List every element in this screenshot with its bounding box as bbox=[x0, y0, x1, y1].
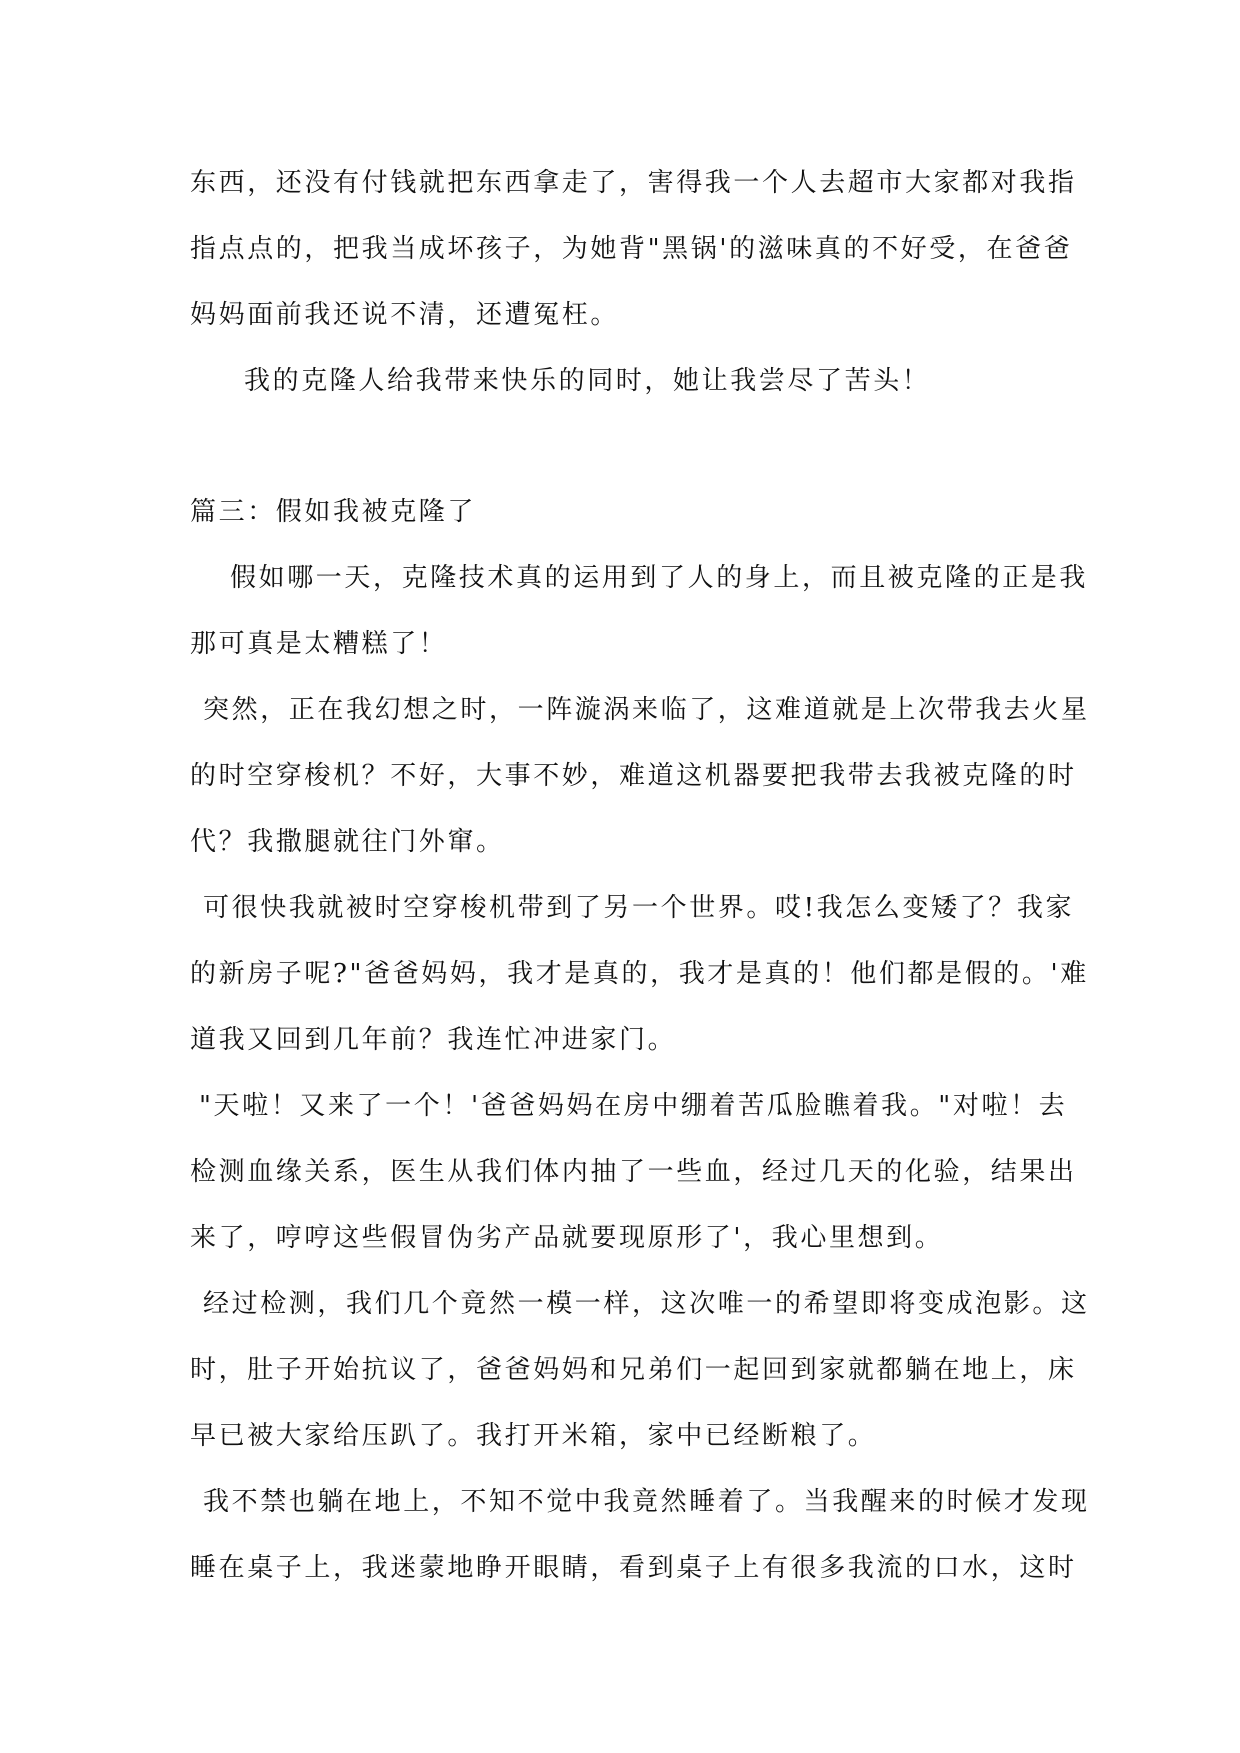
text-line: 的新房子呢?"爸爸妈妈，我才是真的，我才是真的！他们都是假的。'难 bbox=[190, 959, 1089, 989]
text-line: 东西，还没有付钱就把东西拿走了，害得我一个人去超市大家都对我指 bbox=[190, 168, 1077, 198]
text-line: 那可真是太糟糕了！ bbox=[190, 629, 448, 659]
text-line: 我不禁也躺在地上，不知不觉中我竟然睡着了。当我醒来的时候才发现 bbox=[203, 1487, 1090, 1517]
text-line: 时，肚子开始抗议了，爸爸妈妈和兄弟们一起回到家就都躺在地上，床 bbox=[190, 1355, 1077, 1385]
text-line: 假如哪一天，克隆技术真的运用到了人的身上，而且被克隆的正是我 bbox=[230, 563, 1089, 593]
text-line: 睡在桌子上，我迷蒙地睁开眼睛，看到桌子上有很多我流的口水，这时 bbox=[190, 1553, 1077, 1583]
text-line: "天啦！又来了一个！'爸爸妈妈在房中绷着苦瓜脸瞧着我。"对啦！去 bbox=[199, 1091, 1068, 1121]
text-line: 检测血缘关系，医生从我们体内抽了一些血，经过几天的化验，结果出 bbox=[190, 1157, 1077, 1187]
text-line: 我的克隆人给我带来快乐的同时，她让我尝尽了苦头！ bbox=[244, 366, 931, 396]
section-heading: 篇三：假如我被克隆了 bbox=[190, 497, 477, 527]
text-line: 妈妈面前我还说不清，还遭冤枉。 bbox=[190, 300, 620, 330]
text-line: 经过检测，我们几个竟然一模一样，这次唯一的希望即将变成泡影。这 bbox=[203, 1289, 1090, 1319]
text-line: 代？我撒腿就往门外窜。 bbox=[190, 827, 505, 857]
text-line: 道我又回到几年前？我连忙冲进家门。 bbox=[190, 1025, 677, 1055]
text-line: 来了，哼哼这些假冒伪劣产品就要现原形了'，我心里想到。 bbox=[190, 1223, 944, 1253]
text-line: 的时空穿梭机？不好，大事不妙，难道这机器要把我带去我被克隆的时 bbox=[190, 761, 1077, 791]
text-line: 指点点的，把我当成坏孩子，为她背"黑锅'的滋味真的不好受，在爸爸 bbox=[190, 234, 1073, 264]
text-line: 可很快我就被时空穿梭机带到了另一个世界。哎!我怎么变矮了？我家 bbox=[203, 893, 1075, 923]
text-line: 早已被大家给压趴了。我打开米箱，家中已经断粮了。 bbox=[190, 1421, 877, 1451]
text-line: 突然，正在我幻想之时，一阵漩涡来临了，这难道就是上次带我去火星 bbox=[203, 695, 1090, 725]
